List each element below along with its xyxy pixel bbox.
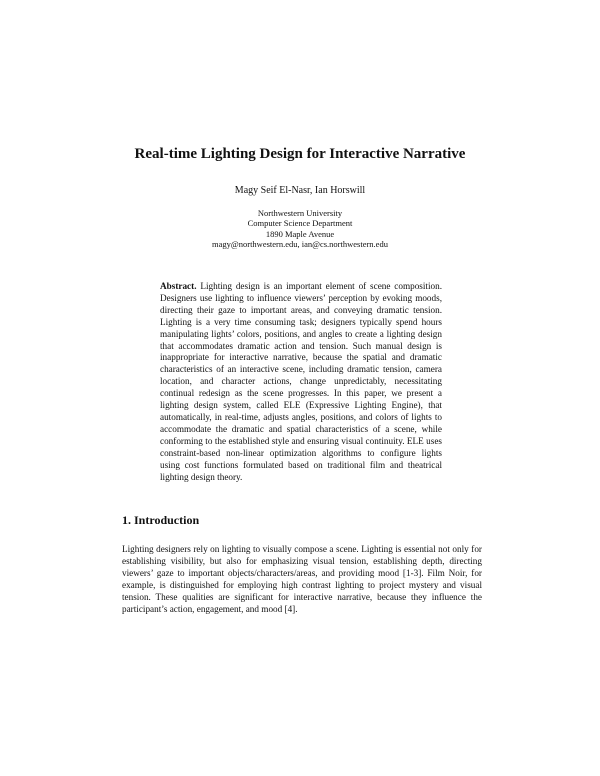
affiliation-emails: magy@northwestern.edu, ian@cs.northwestern.edu: [212, 239, 388, 250]
affiliation-department: Computer Science Department: [247, 218, 353, 229]
affiliation-university: Northwestern University: [257, 208, 343, 218]
paper-title: Real-time Lighting Design for Interactive Narrative: [134, 146, 466, 162]
affiliation-address: 1890 Maple Avenue: [265, 228, 335, 239]
abstract-text: Lighting design is an important element of scene composition. Designers use lighting to influence viewers’ perception by evoking moods, directing their gaze to important areas, and conveying dramatic tension. Lighting is a very time consuming task; designers typically spend hours manipulating lights’ colors, positions, and angles to create a lighting design that accommodates dramatic action and tension. Such manual design is inappropriate for interactive narrative, because the spatial and dramatic characteristics of an interactive scene, including dramatic tension, camera location, and character actions, change unpredictably, necessitating continual redesign as the scene progresses. In this paper, we present a lighting design system, called ELE (Expressive Lighting Engine), that automatically, in real-time, adjusts angles, positions, and colors of lights to accommodate the dramatic and spatial characteristics of a scene, while conforming to the established style and ensuring visual continuity. ELE uses constraint-based non-linear optimization algorithms to configure lights using cost functions formulated based on traditional film and theatrical lighting design theory.: [160, 281, 443, 482]
introduction-paragraph: Lighting designers rely on lighting to visually compose a scene. Lighting is essential not only for establishing visibility, but also for emphasizing visual tension, establishing depth, directing viewers’ gaze to important objects/characters/areas, and providing mood [1-3]. Film Noir, for example, is distinguished for employing high contrast lighting to project mystery and visual tension. These qualities are significant for interactive narrative, because they influence the participant’s action, engagement, and mood [4].: [122, 544, 482, 614]
affiliation-block: [0, 208, 600, 250]
paper-authors: Magy Seif El-Nasr, Ian Horswill: [234, 185, 366, 196]
section-heading-introduction: 1. Introduction: [122, 513, 200, 527]
abstract-label: Abstract.: [160, 281, 197, 291]
abstract: [160, 281, 442, 483]
